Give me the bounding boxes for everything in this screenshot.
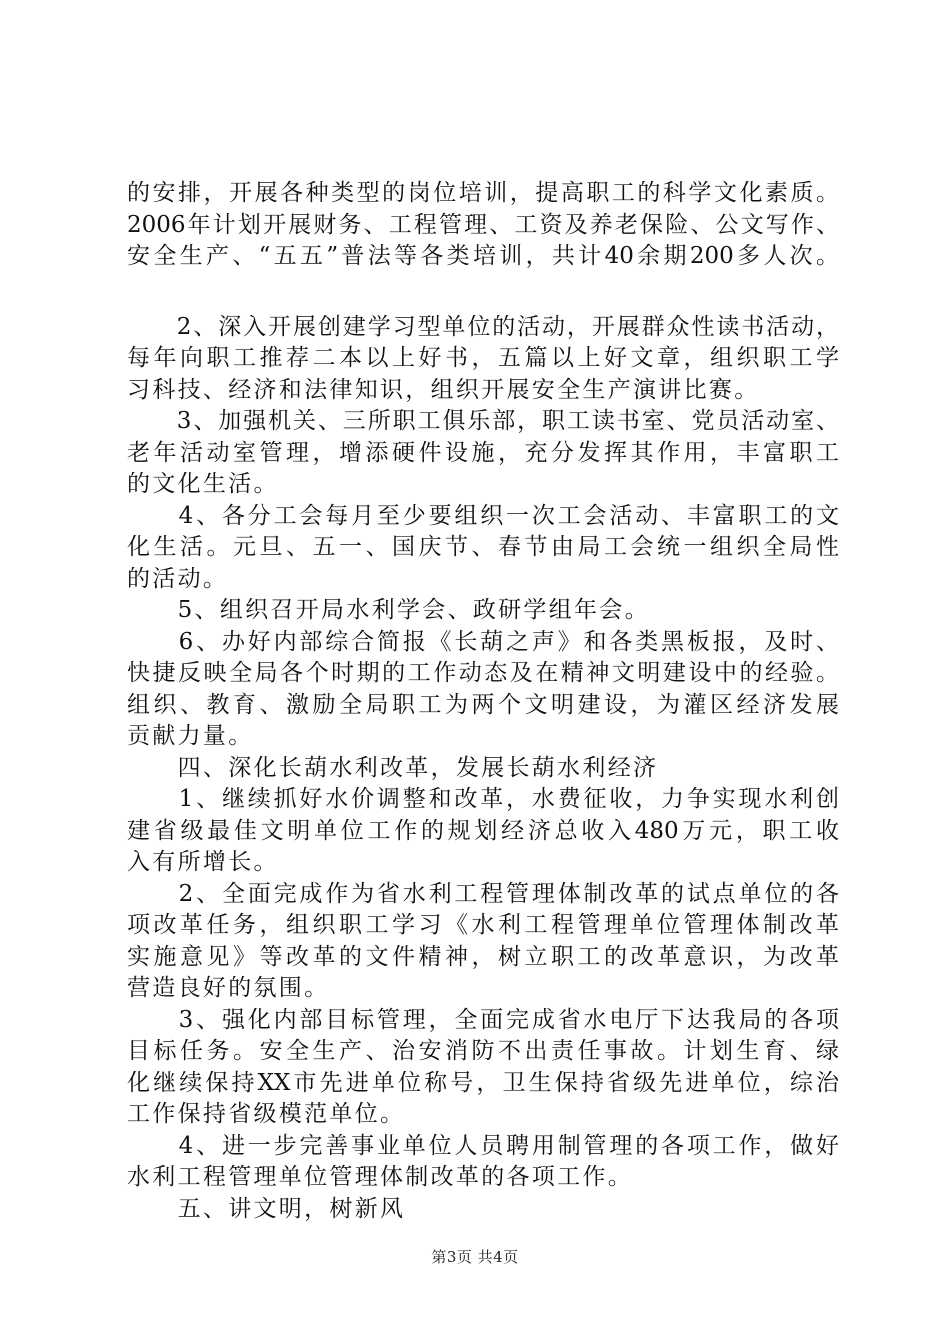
page-number-footer: 第3页 共4页 [431, 1248, 519, 1266]
text-line: 实施意见》等改革的文件精神，树立职工的改革意识，为改革 [127, 943, 839, 970]
paragraph-gap [127, 273, 839, 312]
section-heading: 五、讲文明，树新风 [127, 1195, 406, 1222]
text-line: 贡献力量。 [127, 723, 254, 749]
text-line: 快捷反映全局各个时期的工作动态及在精神文明建设中的经验。 [127, 660, 839, 686]
text-line: 3、强化内部目标管理，全面完成省水电厅下达我局的各项 [127, 1006, 839, 1033]
text-line: 安全生产、“五五”普法等各类培训，共计40余期200多人次。 [127, 243, 839, 269]
text-line: 水利工程管理单位管理体制改革的各项工作。 [127, 1164, 633, 1190]
text-line: 2、全面完成作为省水利工程管理体制改革的试点单位的各 [127, 880, 839, 907]
body-text [127, 178, 839, 1225]
text-line: 营造良好的氛围。 [127, 975, 330, 1001]
text-line: 的安排，开展各种类型的岗位培训，提高职工的科学文化素质。 [127, 180, 839, 206]
text-line: 2006年计划开展财务、工程管理、工资及养老保险、公文写作、 [127, 211, 839, 238]
text-line: 的活动。 [127, 565, 229, 592]
text-line: 5、组织召开局水利学会、政研学组年会。 [127, 597, 650, 623]
text-line: 工作保持省级模范单位。 [127, 1101, 406, 1127]
text-line: 项改革任务，组织职工学习《水利工程管理单位管理体制改革 [127, 912, 839, 938]
text-line: 6、办好内部综合简报《长葫之声》和各类黑板报，及时、 [127, 628, 839, 655]
text-line: 2、深入开展创建学习型单位的活动，开展群众性读书活动， [127, 313, 839, 340]
text-line: 目标任务。安全生产、治安消防不出责任事故。计划生育、绿 [127, 1038, 839, 1064]
text-line: 习科技、经济和法律知识，组织开展安全生产演讲比赛。 [127, 376, 760, 403]
text-line: 每年向职工推荐二本以上好书，五篇以上好文章，组织职工学 [127, 345, 839, 371]
text-line: 建省级最佳文明单位工作的规划经济总收入480万元，职工收 [127, 817, 839, 844]
text-line: 入有所增长。 [127, 849, 279, 875]
text-line: 的文化生活。 [127, 471, 279, 497]
text-line: 1、继续抓好水价调整和改革，水费征收，力争实现水利创 [127, 786, 839, 812]
section-heading: 四、深化长葫水利改革，发展长葫水利经济 [127, 754, 659, 781]
text-line: 4、进一步完善事业单位人员聘用制管理的各项工作，做好 [127, 1132, 839, 1159]
text-line: 化继续保持XX市先进单位称号，卫生保持省级先进单位，综治 [127, 1069, 839, 1096]
text-line: 3、加强机关、三所职工俱乐部，职工读书室、党员活动室、 [127, 408, 839, 434]
text-line: 化生活。元旦、五一、国庆节、春节由局工会统一组织全局性 [127, 534, 839, 560]
text-line: 组织、教育、激励全局职工为两个文明建设，为灌区经济发展 [127, 691, 839, 718]
text-line: 老年活动室管理，增添硬件设施，充分发挥其作用，丰富职工 [127, 439, 839, 466]
text-line: 4、各分工会每月至少要组织一次工会活动、丰富职工的文 [127, 502, 839, 529]
